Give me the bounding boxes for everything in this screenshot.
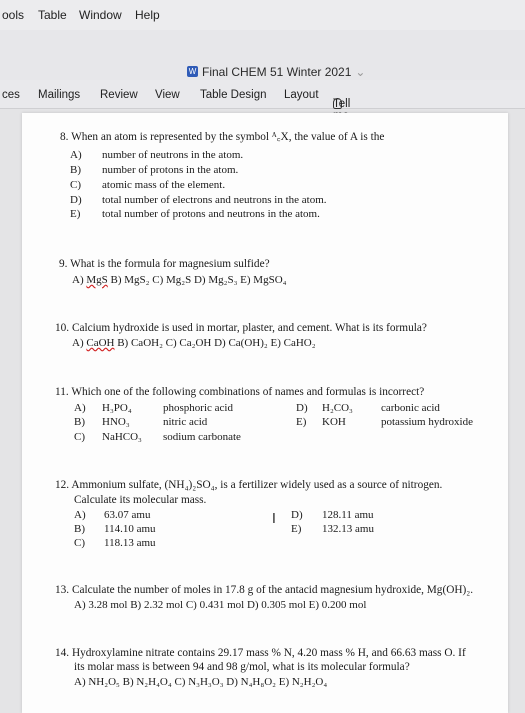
q13-options: A) 3.28 mol B) 2.32 mol C) 0.431 mol D) 0.305 mol E) 0.200 mol [74,599,367,611]
q9-answer-a: MgS [86,274,108,286]
q11-e-formula: KOH [322,416,346,428]
q8-opt-b-letter: B) [70,164,81,176]
tab-view[interactable]: View [155,89,180,101]
q8-opt-a: number of neutrons in the atom. [102,149,244,161]
q12-b-value: 114.10 amu [104,523,156,535]
q12-a-letter: A) [74,509,86,521]
tab-review[interactable]: Review [100,89,138,101]
menu-help[interactable]: Help [135,8,160,22]
q8-opt-c-letter: C) [70,179,81,191]
q10-options: A) CaOH B) CaOH₂ C) Ca₂OH D) Ca(OH)₂ E) CaHO₂ [72,337,316,349]
q10-stem: 10. Calcium hydroxide is used in mortar, plaster, and cement. What is its formula? [55,322,427,334]
q8-opt-a-letter: A) [70,149,82,161]
q8-opt-c: atomic mass of the element. [102,179,226,191]
q11-d-letter: D) [296,402,308,414]
ribbon-tabs: ces Mailings Review View Table Design Layout Tell [0,80,525,109]
q12-d-letter: D) [291,509,303,521]
q12-stem-line2: Calculate its molecular mass. [74,494,207,506]
menu-window[interactable]: Window [79,8,122,22]
q11-b-letter: B) [74,416,85,428]
menu-table[interactable]: Table [38,8,67,22]
q11-c-name: sodium carbonate [163,431,241,443]
q13-stem: 13. Calculate the number of moles in 17.8 g of the antacid magnesium hydroxide, Mg(OH)₂. [55,584,474,596]
q12-e-letter: E) [291,523,302,535]
q11-d-formula: H₂CO₃ [322,402,353,414]
q11-e-name: potassium hydroxide [381,416,473,428]
q9-stem: 9. What is the formula for magnesium sulfide? [59,258,270,270]
q11-a-formula: H₃PO₄ [102,402,132,414]
q11-a-letter: A) [74,402,86,414]
q11-b-name: nitric acid [163,416,208,428]
q12-e-value: 132.13 amu [322,523,374,535]
q12-c-value: 118.13 amu [104,537,156,549]
q12-a-value: 63.07 amu [104,509,151,521]
tab-mailings[interactable]: Mailings [38,89,81,101]
q10-answer-a: CaOH [86,337,115,349]
tab-table-design[interactable]: Table Design [200,89,267,101]
q11-e-letter: E) [296,416,307,428]
q11-a-name: phosphoric acid [163,402,233,414]
q11-stem: 11. Which one of the following combinations of names and formulas is incorrect? [55,386,425,398]
q8-opt-e: total number of protons and neutrons in the atom. [102,208,320,220]
q12-b-letter: B) [74,523,85,535]
tab-references[interactable]: ces [2,89,20,101]
q11-b-formula: HNO₃ [102,416,130,428]
q8-opt-e-letter: E) [70,208,81,220]
q12-d-value: 128.11 amu [322,509,374,521]
q11-c-letter: C) [74,431,85,443]
q14-options: A) NH₂O₅ B) N₂H₄O₄ C) N₃H₃O₃ D) N₄H₈O₂ E) N₂H₂O₄ [74,676,328,688]
q11-d-name: carbonic acid [381,402,440,414]
q12-c-letter: C) [74,537,85,549]
q14-stem-line1: 14. Hydroxylamine nitrate contains 29.17 mass % N, 4.20 mass % H, and 66.63 mass O. If [55,647,466,659]
q14-stem-line2: its molar mass is between 94 and 98 g/mol, what is its molecular formula? [74,661,410,673]
text-cursor-icon: I [272,512,276,527]
q9-options: A) MgS B) MgS₂ C) Mg₂S D) Mg₂S₃ E) MgSO₄ [72,274,287,286]
q8-opt-d: total number of electrons and neutrons in the atom. [102,194,327,206]
document-title[interactable]: Final CHEM 51 Winter 2021 ⌄ [202,65,366,79]
q12-stem-line1: 12. Ammonium sulfate, (NH₄)₂SO₄, is a fertilizer widely used as a source of nitrogen. [55,479,443,491]
q8-opt-d-letter: D) [70,194,82,206]
q11-c-formula: NaHCO₃ [102,431,142,443]
tab-layout[interactable]: Layout [284,89,319,101]
q8-opt-b: number of protons in the atom. [102,164,239,176]
word-doc-icon: W [188,67,197,76]
q8-stem: 8. When an atom is represented by the symbol ᴬ꜀X, the value of A is the [60,131,385,143]
menu-tools[interactable]: ools [2,8,25,22]
